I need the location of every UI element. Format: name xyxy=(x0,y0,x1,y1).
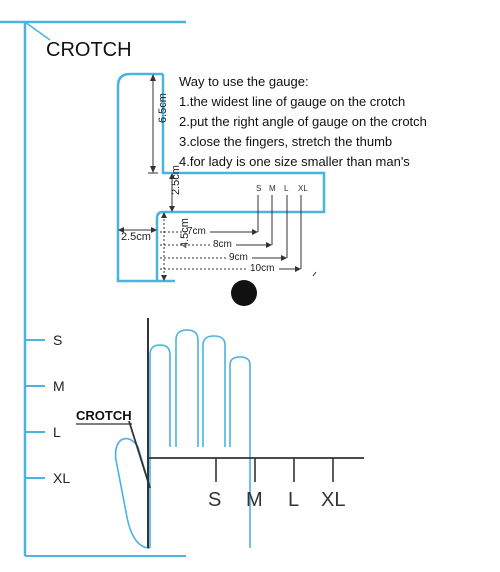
left-scale-l: L xyxy=(53,424,61,440)
hole-dot xyxy=(231,280,257,306)
instructions xyxy=(179,72,479,172)
dimension-height-low xyxy=(161,212,191,281)
instruction-step-3: 3.close the fingers, stretch the thumb xyxy=(179,134,393,149)
crotch-pointer-line xyxy=(129,421,150,488)
tick-mark xyxy=(313,272,316,276)
instructions-heading: Way to use the gauge: xyxy=(179,74,309,89)
svg-text:7cm: 7cm xyxy=(187,226,206,237)
left-scale-m: M xyxy=(53,378,65,394)
dimension-height-mid xyxy=(169,165,182,212)
dimension-width-left xyxy=(118,227,157,243)
bottom-scale-l: L xyxy=(288,489,300,511)
svg-text:9cm: 9cm xyxy=(229,252,248,263)
measure-line-8cm xyxy=(160,239,272,250)
hand-outline xyxy=(116,330,250,548)
corner-diagonal xyxy=(25,22,50,40)
gauge-size-marks xyxy=(256,184,308,193)
hand-crotch-label: CROTCH xyxy=(76,408,132,423)
svg-text:2.5cm: 2.5cm xyxy=(170,165,182,195)
gauge-mark-m: M xyxy=(269,184,276,193)
svg-text:8cm: 8cm xyxy=(213,239,232,250)
left-scale-s: S xyxy=(53,332,63,348)
dimension-height-top xyxy=(148,74,169,173)
bottom-scale-m: M xyxy=(246,489,263,511)
bottom-scale-xl: XL xyxy=(321,489,346,511)
measure-line-9cm xyxy=(160,252,287,263)
svg-text:10cm: 10cm xyxy=(250,263,275,274)
gauge-mark-l: L xyxy=(284,184,289,193)
crotch-title: CROTCH xyxy=(46,39,132,61)
gauge-mark-xl: XL xyxy=(298,184,308,193)
instruction-step-4: 4.for lady is one size smaller than man's xyxy=(179,154,410,169)
svg-text:2.5cm: 2.5cm xyxy=(121,231,151,243)
svg-text:4.5cm: 4.5cm xyxy=(179,218,191,248)
left-scale-xl: XL xyxy=(53,470,71,486)
gauge-mark-s: S xyxy=(256,184,262,193)
left-scale xyxy=(25,332,70,486)
measure-line-10cm xyxy=(160,263,301,274)
svg-text:6.5cm: 6.5cm xyxy=(157,93,169,123)
instruction-step-1: 1.the widest line of gauge on the crotch xyxy=(179,94,406,109)
instruction-step-2: 2.put the right angle of gauge on the crotch xyxy=(179,114,427,129)
bottom-scale xyxy=(208,458,345,511)
measure-line-7cm xyxy=(160,226,258,237)
bottom-scale-s: S xyxy=(208,489,222,511)
